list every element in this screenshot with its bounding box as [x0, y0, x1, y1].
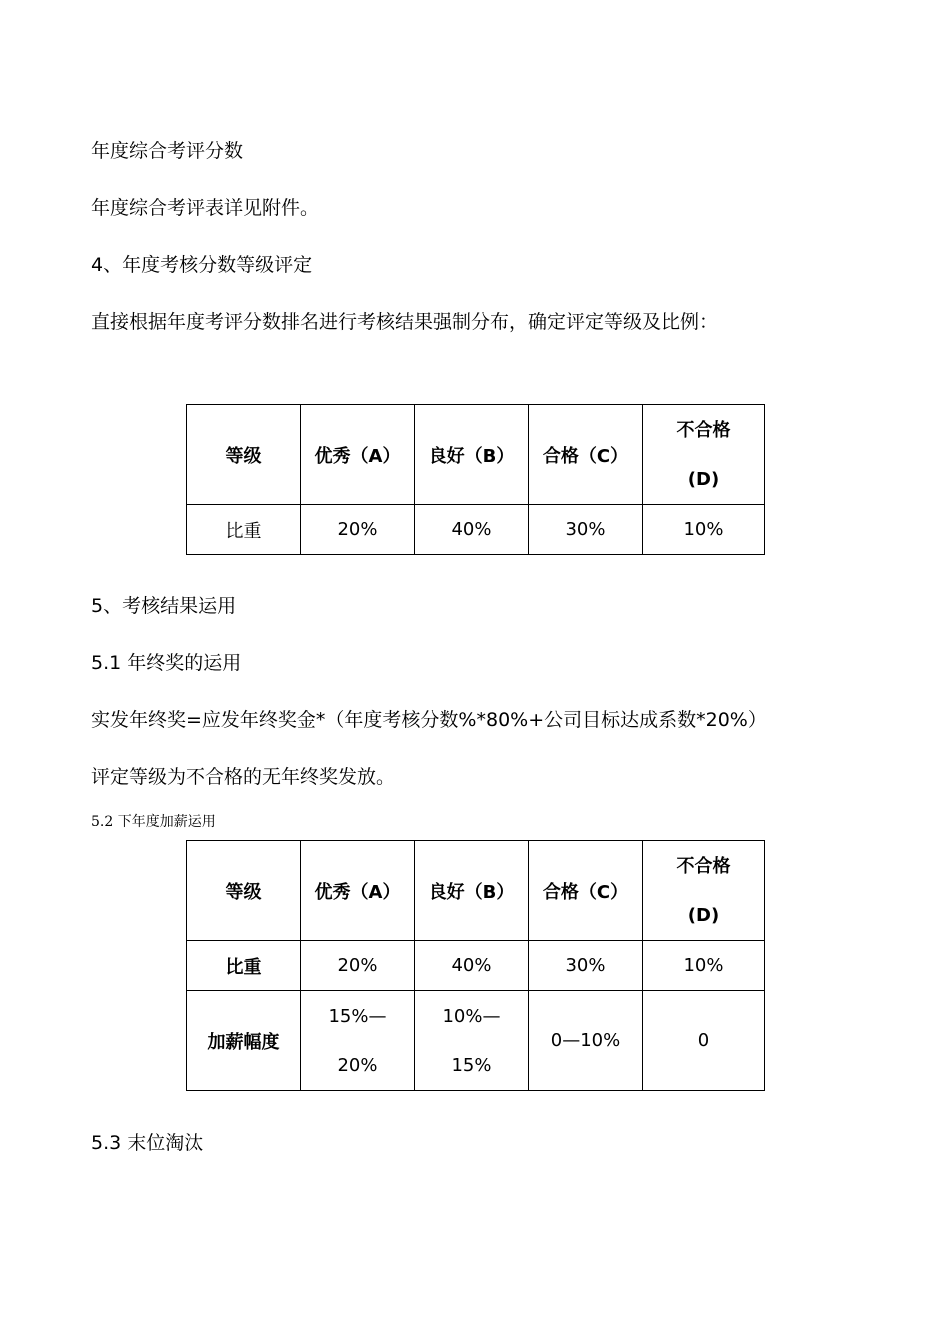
header-grade: 等级: [187, 841, 301, 941]
heading-elimination: 5.3 末位淘汰: [91, 1132, 204, 1154]
header-pass: 合格（C）: [529, 405, 643, 505]
paragraph-bonus-formula: 实发年终奖=应发年终奖金*（年度考核分数%*80%+公司目标达成系数*20%）: [91, 709, 767, 731]
cell-raise-a: [301, 991, 415, 1091]
table-row: [187, 505, 765, 555]
cell-weight-a: 20%: [301, 941, 415, 991]
paragraph-annual-score-title: 年度综合考评分数: [91, 140, 244, 162]
heading-result-application: 5、考核结果运用: [91, 595, 237, 617]
cell-raise-b-line1: 10%—: [442, 1005, 501, 1027]
paragraph-annual-form-note: 年度综合考评表详见附件。: [91, 197, 320, 219]
cell-weight-c: 30%: [529, 941, 643, 991]
cell-weight-d: 10%: [643, 505, 765, 555]
table-row: [187, 991, 765, 1091]
heading-salary-raise: 5.2 下年度加薪运用: [91, 814, 216, 830]
header-fail-line2: (D): [687, 468, 720, 490]
grade-distribution-table: [186, 404, 765, 555]
header-fail-line1: 不合格: [676, 855, 731, 877]
table-header-row: [187, 841, 765, 941]
table-header-row: [187, 405, 765, 505]
header-good: 良好（B）: [415, 405, 529, 505]
cell-raise-a-line1: 15%—: [328, 1005, 387, 1027]
paragraph-no-bonus-note: 评定等级为不合格的无年终奖发放。: [91, 766, 396, 788]
header-fail-line1: 不合格: [676, 419, 731, 441]
salary-raise-table: [186, 840, 765, 1091]
header-grade: 等级: [187, 405, 301, 505]
header-good: 良好（B）: [415, 841, 529, 941]
cell-weight-d: 10%: [643, 941, 765, 991]
row-label-raise: 加薪幅度: [187, 991, 301, 1091]
cell-raise-c: 0—10%: [529, 991, 643, 1091]
paragraph-forced-distribution: 直接根据年度考评分数排名进行考核结果强制分布，确定评定等级及比例：: [91, 311, 719, 333]
header-excellent: 优秀（A）: [301, 405, 415, 505]
heading-year-end-bonus: 5.1 年终奖的运用: [91, 652, 242, 674]
cell-raise-b: [415, 991, 529, 1091]
header-excellent: 优秀（A）: [301, 841, 415, 941]
cell-raise-b-line2: 15%: [451, 1054, 492, 1076]
heading-grade-rating: 4、年度考核分数等级评定: [91, 254, 313, 276]
row-label-weight: 比重: [187, 941, 301, 991]
cell-weight-b: 40%: [415, 941, 529, 991]
row-label-weight: 比重: [187, 505, 301, 555]
header-pass: 合格（C）: [529, 841, 643, 941]
cell-raise-d: 0: [643, 991, 765, 1091]
header-fail: [643, 841, 765, 941]
header-fail: [643, 405, 765, 505]
cell-weight-b: 40%: [415, 505, 529, 555]
header-fail-line2: (D): [687, 904, 720, 926]
table-row: [187, 941, 765, 991]
cell-raise-a-line2: 20%: [337, 1054, 378, 1076]
cell-weight-c: 30%: [529, 505, 643, 555]
cell-weight-a: 20%: [301, 505, 415, 555]
